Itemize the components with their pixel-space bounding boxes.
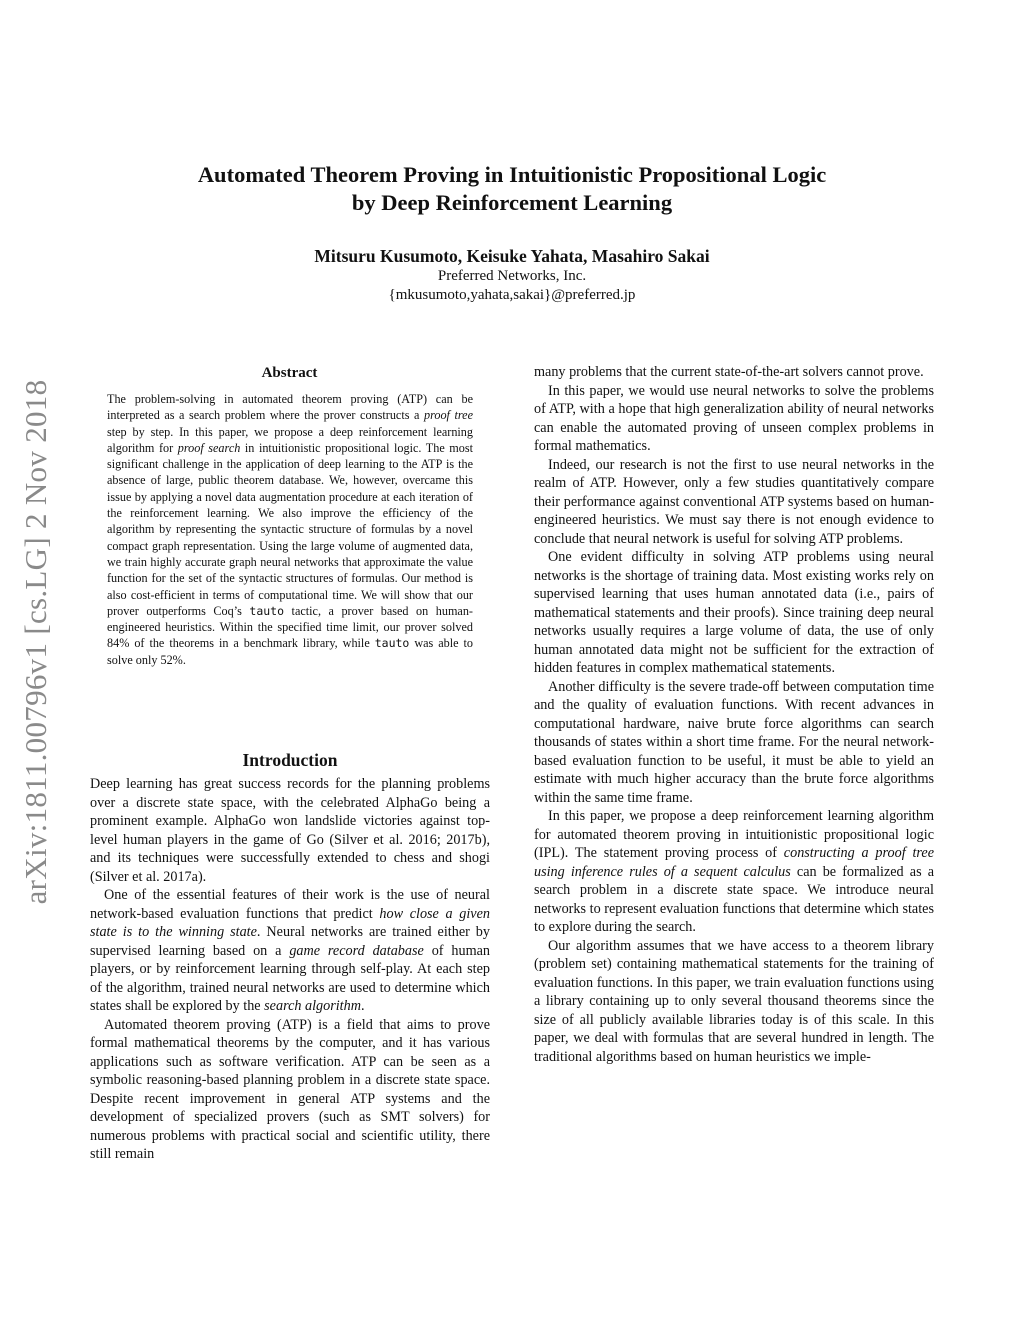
term-proof-search: proof search <box>177 440 241 455</box>
right-column <box>534 363 934 1066</box>
intro-paragraph-3-cont: many problems that the current state-of-the-art solvers cannot prove. <box>534 364 924 380</box>
code-tauto: tauto <box>374 636 410 651</box>
intro-paragraph-7: Another difficulty is the severe trade-off between computation time and the quality of evaluation functions. With recent advances in computational hardware, naive brute force algorithms can search thousands of states within a short time frame. For the neural network-based evaluation function to be useful, it must be able to yield an estimate with much higher accuracy than the brute force algorithms within the same time frame. <box>534 678 934 806</box>
affiliation: Preferred Networks, Inc. <box>437 268 587 284</box>
intro-paragraph-1: Deep learning has great success records for the planning problems over a discrete state space, with the celebrated AlphaGo being a prominent example. AlphaGo won landslide victories against top-level human players in the game of Go (Silver et al. 2016; 2017b), and its techniques were successfully extended to chess and shogi (Silver et al. 2017a). <box>90 776 490 885</box>
intro-paragraph-6: One evident difficulty in solving ATP problems using neural networks is the shortage of training data. Most existing works rely on supervised learning that uses human annotated data (i.e., pairs of mathematical statements and their proofs). Since training deep neural networks usually requires a large volume of data, the use of only human annotated data might not be sufficient for the extraction of hidden features in complex mathematical statements. <box>534 549 934 676</box>
title-line-2: by Deep Reinforcement Learning <box>351 190 673 215</box>
introduction-heading: Introduction <box>242 750 338 770</box>
abstract-body: The problem-solving in automated theorem proving (ATP) can be interpreted as a search problem where the prover constructs a proof tree step by step. In this paper, we propose a deep reinforcement learning algorithm for proof search in intuitionistic propositional logic. The most significant challenge in the application of deep learning to the ATP is the absence of large, public theorem database. We, however, overcame this issue by applying a novel data augmentation procedure at each iteration of the reinforcement learning. We also improve the efficiency of the algorithm by representing the syntactic structure of formulas by a novel compact graph representation. Using the large volume of augmented data, we train highly accurate graph neural networks that approximate the value function for the set of the syntactic structures of formulas. Our method is also cost-efficient in terms of computational time. We will show that our prover outperforms Coq’s tauto tactic, a prover based on human-engineered heuristics. Within the specified time limit, our prover solved 84% of the theorems in a benchmark library, while tauto was able to solve only 52%. <box>107 392 474 667</box>
arxiv-stamp-text: arXiv:1811.00796v1 [cs.LG] 2 Nov 2018 <box>18 379 53 905</box>
intro-paragraph-9: Our algorithm assumes that we have access to a theorem library (problem set) containing mathematical statements for the training of evaluation functions. In this paper, we train evaluation functions using a library containing up to only several thousand theorems since the size of all publicly available libraries today is of this scale. In this paper, we deal with formulas that are several hundred in length. The traditional algorithms based on human heuristics we imple- <box>534 937 934 1065</box>
author-list: Mitsuru Kusumoto, Keisuke Yahata, Masahiro Sakai <box>314 246 710 266</box>
title-line-1: Automated Theorem Proving in Intuitionistic Propositional Logic <box>197 162 827 187</box>
intro-paragraph-2: One of the essential features of their work is the use of neural network-based evaluation functions that predict how close a given state is to the winning state. Neural networks are trained either by supervised learning based on a game record database of human players, or by reinforcement learning through self-play. At each step of the algorithm, trained neural networks are used to determine which states shall be explored by the search algorithm. <box>90 887 490 1014</box>
paper-title <box>90 161 934 217</box>
abstract-heading: Abstract <box>261 365 318 381</box>
author-emails: {mkusumoto,yahata,sakai}@preferred.jp <box>388 287 636 303</box>
term-proof-tree: proof tree <box>423 408 473 423</box>
code-tauto: tauto <box>249 603 285 618</box>
intro-paragraph-5: Indeed, our research is not the first to use neural networks in the realm of ATP. However, only a few studies quantitatively compare their performance against conventional ATP systems based on human-engineered heuristics. We must say there is not enough evidence to conclude that neural network is useful for solving ATP problems. <box>534 456 934 547</box>
left-column <box>90 775 490 1164</box>
intro-paragraph-4: In this paper, we would use neural networks to solve the problems of ATP, with a hope that high generalization ability of neural networks can enable the automated proving of unseen complex problems in formal mathematics. <box>534 382 934 454</box>
intro-paragraph-3: Automated theorem proving (ATP) is a field that aims to prove formal mathematical theorems by the computer, and it has various applications such as software verification. ATP can be seen as a symbolic reasoning-based planning problem in a discrete state space. Despite recent improvement in general ATP systems and the development of specialized provers (such as SMT solvers) for numerous problems with practical social and scientific utility, there still remain <box>90 1016 490 1162</box>
intro-paragraph-8: In this paper, we propose a deep reinforcement learning algorithm for automated theorem proving in intuitionistic propositional logic (IPL). The statement proving process of constructing a proof tree using inference rules of a sequent calculus can be formalized as a search problem in a discrete state space. We introduce neural networks to represent evaluation functions that determine which states to explore during the search. <box>534 808 934 935</box>
